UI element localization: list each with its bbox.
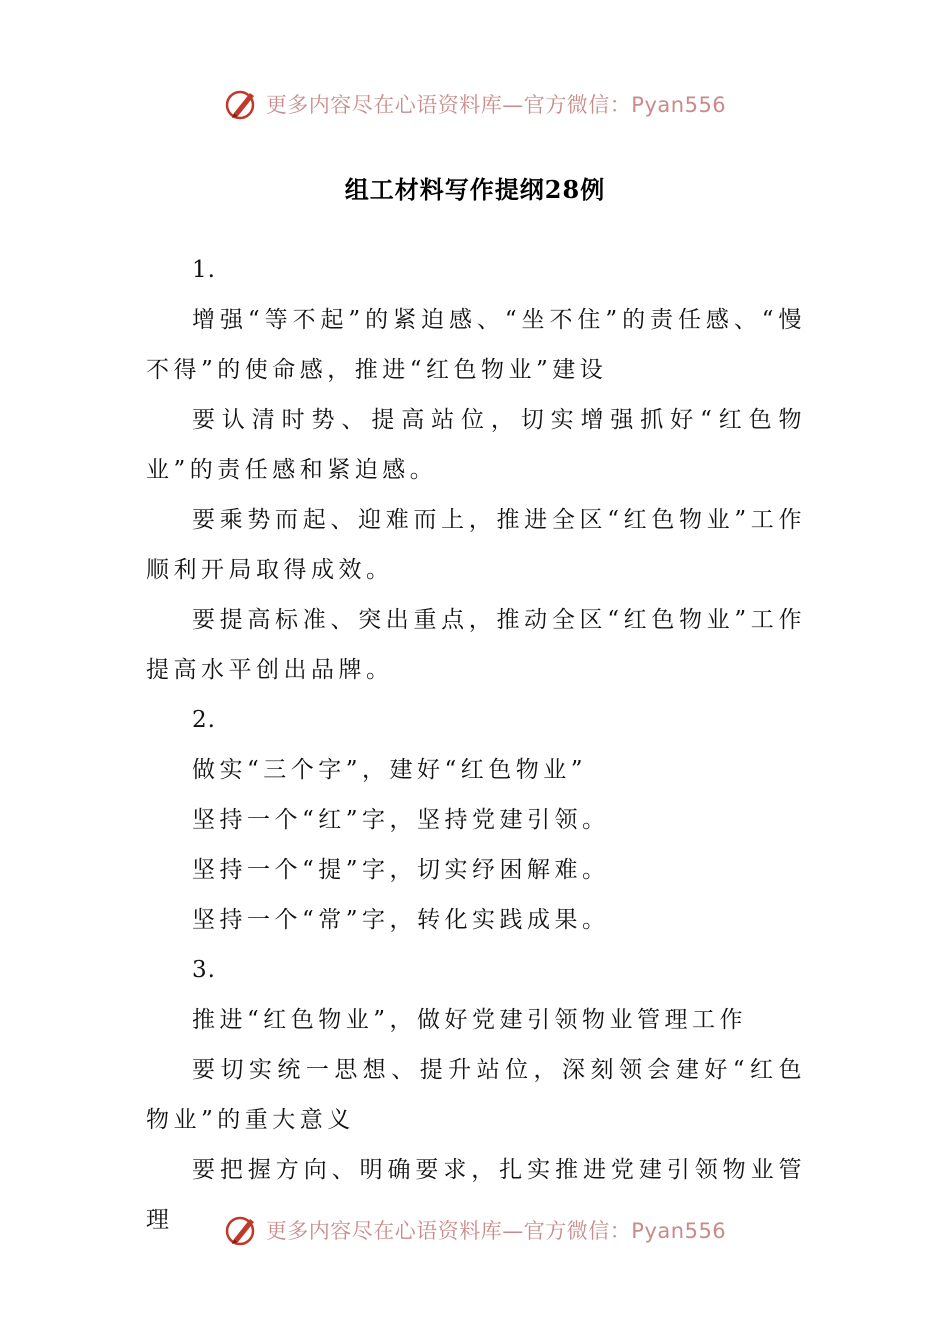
paragraph: 要认清时势、提高站位，切实增强抓好“红色物业”的责任感和紧迫感。	[146, 407, 806, 483]
paragraph: 要提高标准、突出重点，推动全区“红色物业”工作提高水平创出品牌。	[146, 607, 806, 683]
pen-logo-icon	[224, 86, 260, 122]
document-body	[146, 245, 806, 1245]
section-heading: 做实“三个字”，建好“红色物业”	[192, 757, 588, 783]
section-heading: 增强“等不起”的紧迫感、“坐不住”的责任感、“慢不得”的使命感，推进“红色物业”建设	[146, 307, 806, 383]
paragraph: 坚持一个“红”字，坚持党建引领。	[192, 807, 610, 833]
watermark-text: 更多内容尽在心语资料库—官方微信：Pyan556	[265, 1219, 727, 1243]
header-watermark	[0, 84, 950, 124]
paragraph: 要切实统一思想、提升站位，深刻领会建好“红色物业”的重大意义	[146, 1057, 806, 1133]
paragraph: 要乘势而起、迎难而上，推进全区“红色物业”工作顺利开局取得成效。	[146, 507, 806, 583]
paragraph: 坚持一个“提”字，切实纾困解难。	[192, 857, 610, 883]
footer-watermark	[0, 1210, 950, 1250]
paragraph: 坚持一个“常”字，转化实践成果。	[192, 907, 610, 933]
section-heading: 推进“红色物业”，做好党建引领物业管理工作	[192, 1007, 748, 1033]
section-number: 2.	[192, 707, 216, 733]
watermark-text: 更多内容尽在心语资料库—官方微信：Pyan556	[265, 93, 727, 117]
pen-logo-icon	[224, 1212, 260, 1248]
section-number: 1.	[192, 257, 216, 283]
paragraph: 要把握方向、明确要求，扎实推进党建引领物业管理	[146, 1157, 806, 1233]
section-number: 3.	[192, 957, 216, 983]
document-title: 组工材料写作提纲28例	[344, 175, 606, 204]
